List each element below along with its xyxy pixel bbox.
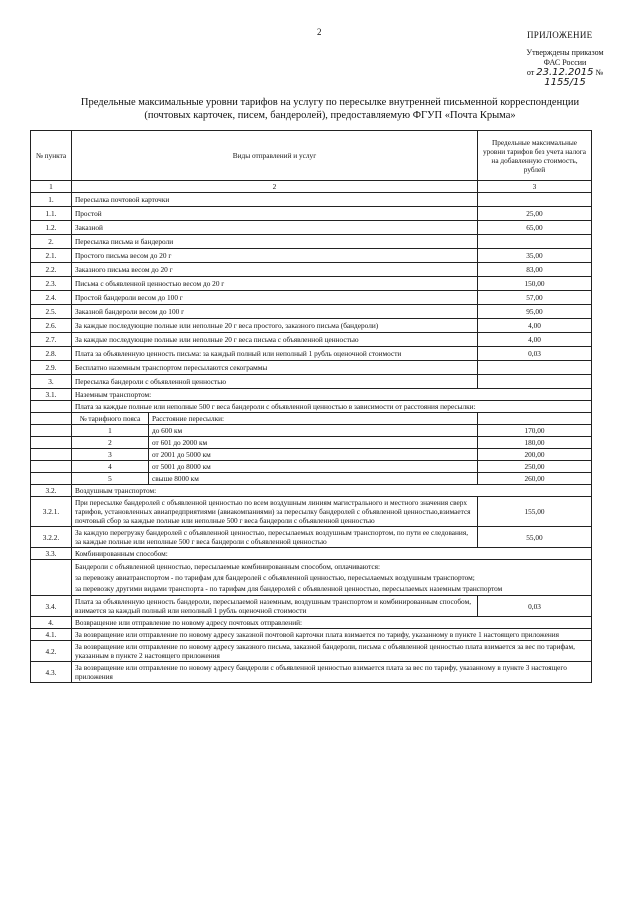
approved-line2: ФАС России bbox=[543, 58, 587, 67]
zone-price: 200,00 bbox=[478, 449, 592, 461]
row-num: 2.3. bbox=[31, 277, 72, 291]
zone-number: 1 bbox=[72, 425, 149, 436]
table-row-3-4 bbox=[31, 596, 592, 617]
row-num: 2.9. bbox=[31, 361, 72, 375]
row-num: 3.2. bbox=[31, 485, 72, 497]
table-row-3-1-sub bbox=[31, 401, 592, 413]
row-price: 0,03 bbox=[478, 347, 592, 361]
row-text: Заказной bbox=[72, 221, 478, 235]
zone-row bbox=[31, 449, 592, 461]
zone-distance: до 600 км bbox=[152, 426, 183, 435]
row-num: 2.7. bbox=[31, 333, 72, 347]
row-text: Бесплатно наземным транспортом пересылаются секограммы bbox=[72, 361, 478, 375]
row-num: 2.2. bbox=[31, 263, 72, 277]
row-num: 2.6. bbox=[31, 319, 72, 333]
row-text: Заказной бандероли весом до 100 г bbox=[72, 305, 478, 319]
row-text: Пересылка письма и бандероли bbox=[72, 235, 478, 249]
table-row bbox=[31, 249, 592, 263]
table-row-4-2 bbox=[31, 641, 592, 662]
row-num: 3.4. bbox=[31, 596, 72, 617]
page-number: 2 bbox=[317, 27, 322, 37]
table-row-3-2 bbox=[31, 485, 592, 497]
row-text: Плата за каждые полные или неполные 500 г веса бандероли с объявленной ценностью в зависимости от расстояния пересылки: bbox=[72, 401, 592, 413]
table-row-4-1 bbox=[31, 629, 592, 641]
row-price: 25,00 bbox=[478, 207, 592, 221]
row-num: 2.5. bbox=[31, 305, 72, 319]
table-row bbox=[31, 221, 592, 235]
row-text-line: Бандероли с объявленной ценностью, пересылаемые комбинированным способом, оплачиваются: bbox=[75, 562, 381, 571]
zone-distance: от 5001 до 8000 км bbox=[152, 462, 211, 471]
approved-number: 1155/15 bbox=[544, 77, 586, 88]
row-text: При пересылке бандеролей с объявленной ценностью по всем воздушным линиям магистрального и местного значения сверх тарифов, установленных авиапредприятиями (авиакомпаниями) за пересылку бандеролей с объявленной ценностью,взимается почтовый сбор за каждые полные или неполные 500 г веса бандероли с объявленной ценностью bbox=[72, 497, 478, 527]
table-row bbox=[31, 333, 592, 347]
row-num: 2. bbox=[31, 235, 72, 249]
zone-price: 170,00 bbox=[478, 425, 592, 437]
col-price-header: Предельные максимальные уровни тарифов без учета налога на добавленную стоимость, рублей bbox=[478, 131, 592, 181]
zone-inner bbox=[72, 425, 477, 436]
row-text: За каждые последующие полные или неполные 20 г веса простого, заказного письма (бандероли) bbox=[72, 319, 478, 333]
row-text: За возвращение или отправление по новому адресу бандероли с объявленной ценностью взимается плата за вес по тарифу, указанному в пункте 3 настоящего приложения bbox=[72, 662, 592, 683]
zone-distance: от 601 до 2000 км bbox=[152, 438, 208, 447]
table-row bbox=[31, 277, 592, 291]
appendix-label: ПРИЛОЖЕНИЕ bbox=[527, 30, 593, 40]
zones-header bbox=[72, 413, 477, 424]
row-text: Воздушным транспортом: bbox=[72, 485, 592, 497]
row-text: За каждую перегрузку бандеролей с объявленной ценностью, пересылаемых воздушным транспортом, по пути ее следования, за каждые полные или неполные 500 г веса бандероли с объявленной ценностью bbox=[72, 527, 478, 548]
row-text: Заказного письма весом до 20 г bbox=[72, 263, 478, 277]
row-text-line: за перевозку другими видами транспорта - по тарифам для бандеролей с объявленной ценностью, пересылаемых наземным транспортом bbox=[75, 584, 503, 593]
table-row bbox=[31, 207, 592, 221]
row-price: 55,00 bbox=[478, 527, 592, 548]
zone-number: 4 bbox=[72, 461, 149, 472]
zone-number: 5 bbox=[72, 473, 149, 484]
row-num: 4.2. bbox=[31, 641, 72, 662]
zone-price: 180,00 bbox=[478, 437, 592, 449]
row-num: 3.2.2. bbox=[31, 527, 72, 548]
row-num: 3. bbox=[31, 375, 72, 389]
idx-2: 2 bbox=[72, 181, 478, 193]
row-price: 150,00 bbox=[478, 277, 592, 291]
row-text: Письма с объявленной ценностью весом до 20 г bbox=[72, 277, 478, 291]
row-text: Плата за объявленную ценность бандероли, пересылаемой наземным, воздушным транспортом и комбинированным способом, взимается за каждый полный или неполный 1 рубль оценочной стоимости bbox=[72, 596, 478, 617]
row-text: Возвращение или отправление по новому адресу почтовых отправлений: bbox=[72, 617, 592, 629]
zone-number: 2 bbox=[72, 437, 149, 448]
row-price bbox=[478, 193, 592, 207]
zone-inner bbox=[72, 461, 477, 472]
approval-block bbox=[520, 48, 610, 88]
row-price: 95,00 bbox=[478, 305, 592, 319]
zone-head: № тарифного пояса bbox=[72, 413, 149, 424]
row-price bbox=[478, 375, 592, 389]
zone-inner bbox=[72, 437, 477, 448]
zones-header-row bbox=[31, 413, 592, 425]
table-row bbox=[31, 291, 592, 305]
table-row bbox=[31, 361, 592, 375]
table-row bbox=[31, 235, 592, 249]
approved-line1: Утверждены приказом bbox=[526, 48, 604, 57]
row-price: 4,00 bbox=[478, 319, 592, 333]
table-header-row bbox=[31, 131, 592, 181]
row-text: Простой бандероли весом до 100 г bbox=[72, 291, 478, 305]
row-num: 1.2. bbox=[31, 221, 72, 235]
row-num: 2.8. bbox=[31, 347, 72, 361]
table-row bbox=[31, 319, 592, 333]
row-text: За возвращение или отправление по новому адресу заказной почтовой карточки плата взимается по тарифу, указанному в пункте 1 настоящего приложения bbox=[72, 629, 592, 641]
dist-head: Расстояние пересылки: bbox=[152, 414, 225, 423]
row-price: 155,00 bbox=[478, 497, 592, 527]
row-text: За возвращение или отправление по новому адресу заказного письма, заказной бандероли, письма с объявленной ценностью плата взимается за вес по тарифам, указанным в пункте 2 настоящего приложения bbox=[72, 641, 592, 662]
zone-inner bbox=[72, 449, 477, 460]
row-text-line: за перевозку авиатранспортом - по тарифам для бандеролей с объявленной ценностью, пересылаемых воздушным транспортом; bbox=[75, 573, 475, 582]
row-text: Плата за объявленную ценность письма: за каждый полный или неполный 1 рубль оценочной стоимости bbox=[72, 347, 478, 361]
row-price bbox=[478, 361, 592, 375]
row-price: 0,03 bbox=[478, 596, 592, 617]
zone-inner bbox=[72, 473, 477, 484]
row-text: За каждые последующие полные или неполные 20 г веса письма с объявленной ценностью bbox=[72, 333, 478, 347]
table-row bbox=[31, 375, 592, 389]
zone-rows bbox=[31, 425, 592, 485]
row-num: 4.3. bbox=[31, 662, 72, 683]
row-num: 4.1. bbox=[31, 629, 72, 641]
table-row-3-1 bbox=[31, 389, 592, 401]
row-text: Наземным транспортом: bbox=[72, 389, 592, 401]
zone-row bbox=[31, 437, 592, 449]
zone-price: 250,00 bbox=[478, 461, 592, 473]
row-num: 3.2.1. bbox=[31, 497, 72, 527]
approved-date-line: от 23.12.2015 № 1155/15 bbox=[526, 67, 604, 88]
table-row-3-2-1 bbox=[31, 497, 592, 527]
zone-number: 3 bbox=[72, 449, 149, 460]
idx-3: 3 bbox=[478, 181, 592, 193]
table-row-3-2-2 bbox=[31, 527, 592, 548]
zone-distance: свыше 8000 км bbox=[152, 474, 199, 483]
zone-price: 260,00 bbox=[478, 473, 592, 485]
table-row bbox=[31, 193, 592, 207]
zone-row bbox=[31, 461, 592, 473]
table-row-4-3 bbox=[31, 662, 592, 683]
row-text: Пересылка бандероли с объявленной ценностью bbox=[72, 375, 478, 389]
approved-date: 23.12.2015 bbox=[536, 67, 594, 78]
row-text: Простой bbox=[72, 207, 478, 221]
row-num: 3.1. bbox=[31, 389, 72, 401]
simple-rows bbox=[31, 193, 592, 389]
table-row bbox=[31, 263, 592, 277]
col-num-header: № пункта bbox=[31, 131, 72, 181]
row-price: 83,00 bbox=[478, 263, 592, 277]
table-index-row bbox=[31, 181, 592, 193]
row-price: 65,00 bbox=[478, 221, 592, 235]
row-text: Комбинированным способом: bbox=[72, 548, 592, 560]
col-type-header: Виды отправлений и услуг bbox=[72, 131, 478, 181]
row-text: Пересылка почтовой карточки bbox=[72, 193, 478, 207]
zone-distance: от 2001 до 5000 км bbox=[152, 450, 211, 459]
zone-row bbox=[31, 473, 592, 485]
row-num: 3.3. bbox=[31, 548, 72, 560]
table-row-4 bbox=[31, 617, 592, 629]
document-title: Предельные максимальные уровни тарифов на услугу по пересылке внутренней письменной корреспонденции (почтовых карточек, писем, бандеролей), предоставляемую ФГУП «Почта Крыма» bbox=[80, 97, 580, 121]
table-row bbox=[31, 305, 592, 319]
idx-1: 1 bbox=[31, 181, 72, 193]
table-row-3-3 bbox=[31, 548, 592, 560]
table-row-3-3-body bbox=[31, 560, 592, 596]
row-price: 4,00 bbox=[478, 333, 592, 347]
row-num: 4. bbox=[31, 617, 72, 629]
tariff-table bbox=[30, 130, 592, 683]
row-num: 1. bbox=[31, 193, 72, 207]
table-row bbox=[31, 347, 592, 361]
row-price: 35,00 bbox=[478, 249, 592, 263]
zone-row bbox=[31, 425, 592, 437]
row-num: 2.4. bbox=[31, 291, 72, 305]
row-price bbox=[478, 235, 592, 249]
row-num: 2.1. bbox=[31, 249, 72, 263]
row-num: 1.1. bbox=[31, 207, 72, 221]
row-price: 57,00 bbox=[478, 291, 592, 305]
row-text: Простого письма весом до 20 г bbox=[72, 249, 478, 263]
